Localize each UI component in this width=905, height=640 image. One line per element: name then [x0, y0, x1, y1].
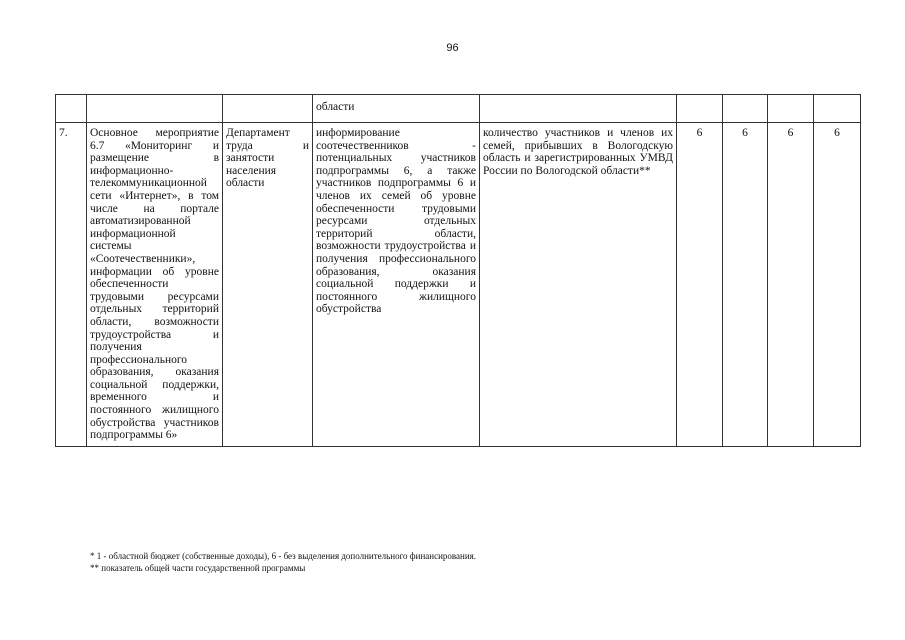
- cell-empty: [223, 95, 313, 123]
- cell-empty: [814, 95, 861, 123]
- value-cell: 6: [814, 123, 861, 447]
- value-cell: 6: [677, 123, 723, 447]
- row-number-cell: 7.: [56, 123, 87, 447]
- value-cell: 6: [723, 123, 768, 447]
- table-row: [56, 123, 861, 447]
- indicator-cell: количество участников и членов их семей, прибывших в Вологодскую область и зарегистрированных УМВД России по Вологодской области**: [480, 123, 677, 447]
- cell-empty: [56, 95, 87, 123]
- continuation-content-cell: области: [313, 95, 480, 123]
- executor-cell: Департамент труда и занятости населения области: [223, 123, 313, 447]
- footnote-funding: * 1 - областной бюджет (собственные доходы), 6 - без выделения дополнительного финансирования.: [90, 551, 477, 561]
- continuation-row: [56, 95, 861, 123]
- measure-cell: Основное мероприятие 6.7 «Мониторинг и размещение в информационно-телекоммуникационной сети «Интернет», в том числе на портале автоматизированной информационной системы «Соотечественники», информации об уровне обеспеченности трудовыми ресурсами отдельных территорий области, возможности трудоустройства и получения профессионального образования, оказания социальной поддержки, временного и постоянного жилищного обустройства участников подпрограммы 6»: [87, 123, 223, 447]
- program-table: [55, 94, 861, 447]
- footnotes: [90, 550, 476, 574]
- page-number: 96: [446, 42, 459, 54]
- footnote-indicator: ** показатель общей части государственной программы: [90, 563, 306, 573]
- cell-empty: [480, 95, 677, 123]
- cell-empty: [87, 95, 223, 123]
- cell-empty: [723, 95, 768, 123]
- cell-empty: [768, 95, 814, 123]
- content-cell: информирование соотечественников - потенциальных участников подпрограммы 6, а также участников подпрограммы 6 и членов их семей об уровне обеспеченности трудовыми ресурсами отдельных территорий области, возможности трудоустройства и получения профессионального образования, оказания социальной поддержки и постоянного жилищного обустройства: [313, 123, 480, 447]
- value-cell: 6: [768, 123, 814, 447]
- cell-empty: [677, 95, 723, 123]
